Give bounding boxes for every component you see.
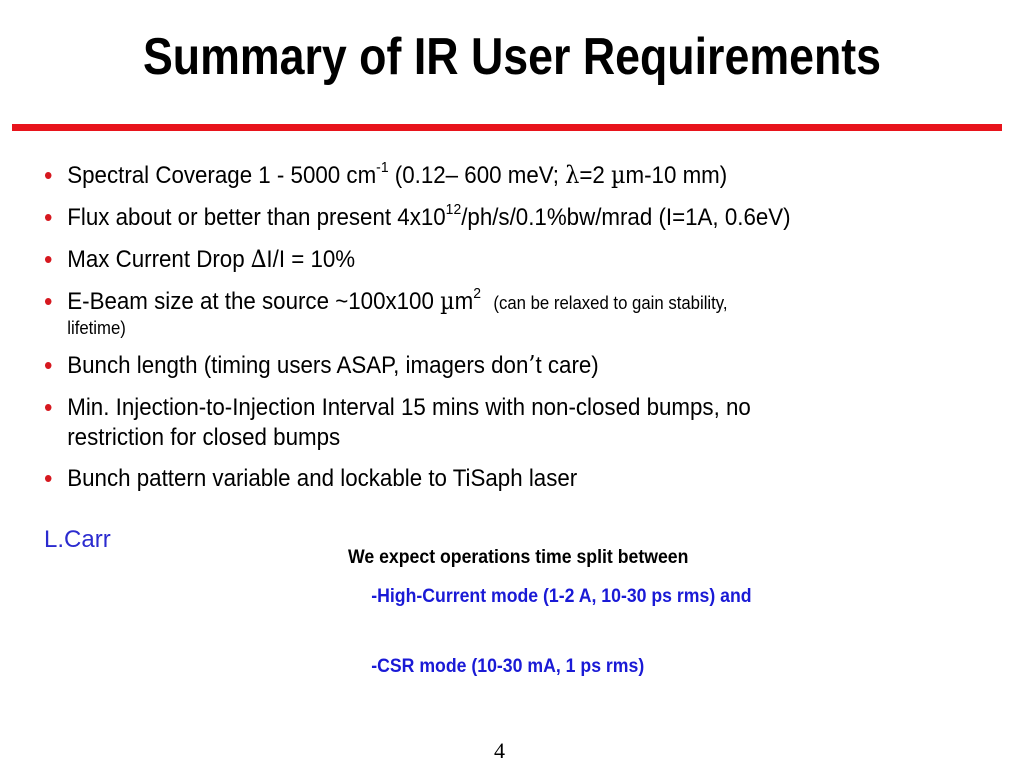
operations-note bbox=[348, 545, 752, 680]
list-item: • Max Current Drop ∆I/I = 10% bbox=[44, 244, 356, 274]
list-item: • Flux about or better than present $4x10^{12}/ph/s/0.1\%bw$/mrad (I=1A, 0.6eV) bbox=[44, 201, 791, 232]
title-divider bbox=[12, 124, 1002, 131]
page-number: 4 bbox=[494, 738, 505, 763]
note-heading: We expect operations time split between bbox=[348, 547, 689, 568]
bullet-icon: • bbox=[44, 244, 53, 274]
csr-mode: -CSR mode (10-30 mA, 1 ps rms) bbox=[371, 656, 645, 677]
bullet-icon: • bbox=[44, 160, 53, 190]
list-item: • Spectral Coverage 1 - 5000 $cm^{-1}$ (0.12– 600 meV; λ=2 µm-10 mm) bbox=[44, 159, 728, 190]
list-item: • E-Beam size at the source ~100x100 µm$^2$ (can be relaxed to gain stability, lifetime) bbox=[44, 285, 728, 338]
list-item: • Bunch pattern variable and lockable to TiSaph laser bbox=[44, 463, 578, 493]
author-signature: L.Carr bbox=[44, 526, 111, 553]
high-current-mode: -High-Current mode (1-2 A, 10-30 ps rms) and bbox=[371, 586, 752, 607]
list-item: • Min. Injection-to-Injection Interval 15 mins with non-closed bumps, no restriction for closed bumps bbox=[44, 392, 751, 451]
bullet-icon: • bbox=[44, 350, 53, 380]
requirements-list bbox=[44, 160, 1004, 505]
bullet-icon: • bbox=[44, 202, 53, 232]
bullet-icon: • bbox=[44, 392, 53, 422]
bullet-icon: • bbox=[44, 286, 53, 316]
slide-title: Summary of IR User Requirements bbox=[142, 28, 882, 86]
bullet-icon: • bbox=[44, 463, 53, 493]
list-item: • Bunch length (timing users ASAP, imagers don’t care) bbox=[44, 350, 599, 380]
